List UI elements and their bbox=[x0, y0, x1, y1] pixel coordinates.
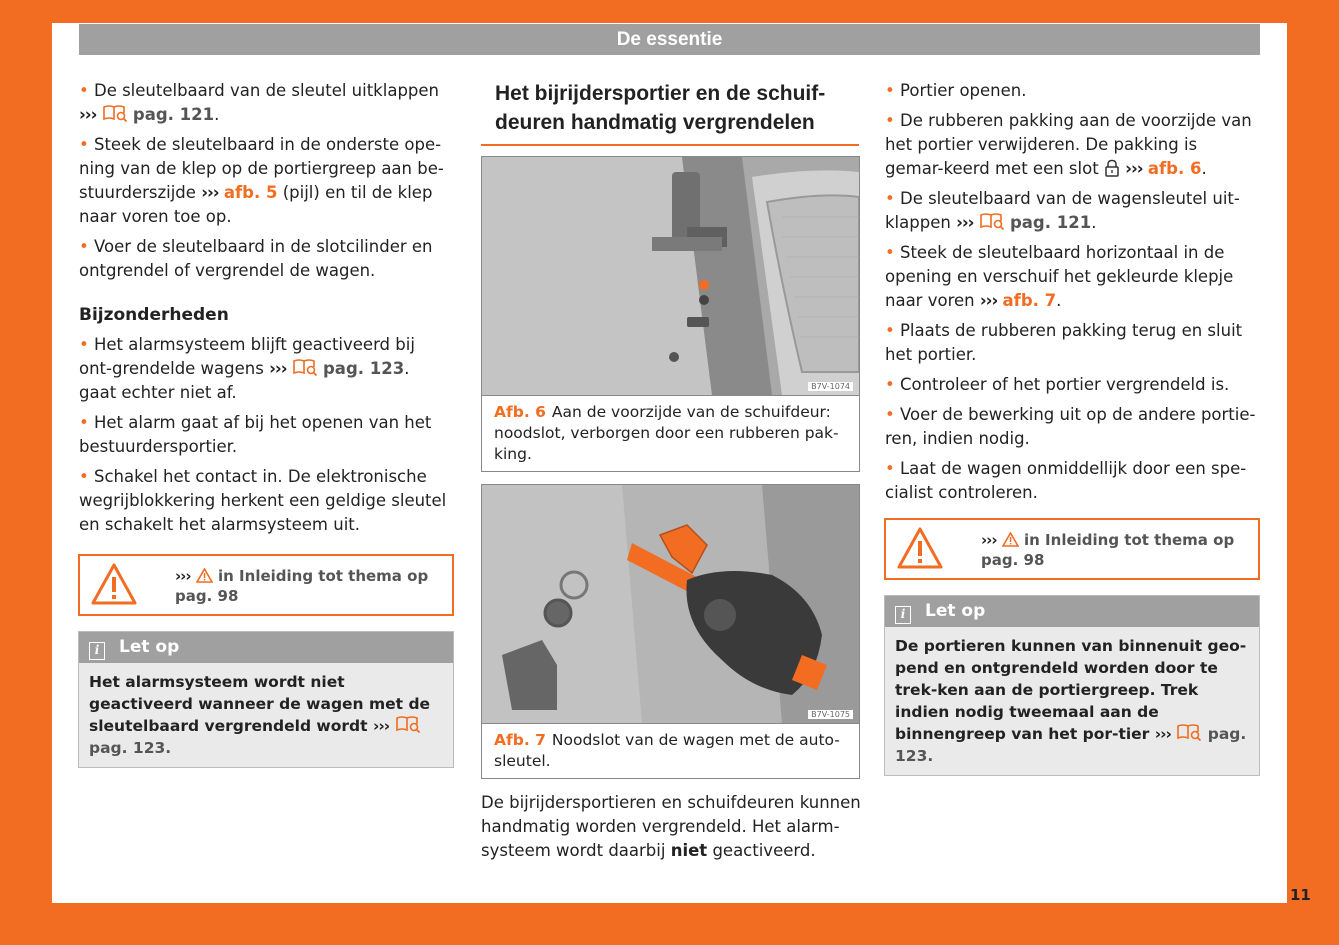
note-title: Let op bbox=[119, 637, 180, 657]
warning-icon bbox=[90, 562, 138, 606]
list-item: • Portier openen. bbox=[885, 81, 1027, 100]
page-link[interactable]: pag. 123. bbox=[89, 739, 172, 757]
list-item: • Het alarmsysteem blijft geactiveerd bij ont-grendelde wagens ››› pag. 123. gaat echter niet af. bbox=[79, 335, 415, 402]
book-search-icon bbox=[979, 212, 1005, 230]
book-search-icon bbox=[292, 358, 318, 376]
figure-code: B7V-1075 bbox=[808, 710, 853, 719]
note-title: Let op bbox=[925, 601, 986, 621]
column-middle-text bbox=[481, 791, 861, 869]
warning-small-icon bbox=[196, 568, 213, 583]
warning-page-link[interactable]: pag. 98 bbox=[175, 587, 239, 605]
column-right bbox=[885, 79, 1259, 511]
figure-caption: Aan de voorzijde van de schuifdeur: noodslot, verborgen door een rubberen pak-king. bbox=[494, 403, 839, 463]
list-item: • De sleutelbaard van de wagensleutel uit-klappen ››› pag. 121. bbox=[885, 189, 1240, 232]
warning-link[interactable]: in Inleiding tot thema op bbox=[218, 567, 429, 585]
book-search-icon bbox=[395, 715, 421, 733]
figure-code: B7V-1074 bbox=[808, 382, 853, 391]
page-number: 11 bbox=[1290, 886, 1311, 904]
figure-link[interactable]: afb. 5 bbox=[223, 183, 278, 202]
figure-7 bbox=[481, 484, 860, 779]
book-search-icon bbox=[1176, 723, 1202, 741]
list-item: • Laat de wagen onmiddellijk door een spe-cialist controleren. bbox=[885, 459, 1247, 502]
page-link[interactable]: pag. 123. bbox=[895, 725, 1247, 765]
figure-6-image bbox=[482, 157, 859, 395]
section-header: De essentie bbox=[79, 24, 1260, 55]
list-item: • Het alarm gaat af bij het openen van het bestuurdersportier. bbox=[79, 413, 432, 456]
book-search-icon bbox=[102, 104, 128, 122]
list-item: • De rubberen pakking aan de voorzijde van het portier verwijderen. De pakking is gemar-keerd met een slot ››› afb. 6. bbox=[885, 111, 1252, 178]
cross-ref-arrows: ››› bbox=[79, 105, 97, 124]
figure-label: Afb. 7 bbox=[494, 731, 546, 749]
key-lock-illustration bbox=[482, 485, 859, 723]
figure-caption: Noodslot van de wagen met de auto-sleutel. bbox=[494, 731, 840, 770]
list-item: • Controleer of het portier vergrendeld is. bbox=[885, 375, 1230, 394]
note-box: i Let op Het alarmsysteem wordt niet geactiveerd wanneer de wagen met de sleutelbaard vergrendeld wordt ››› pag. 123. bbox=[78, 631, 454, 768]
page-link[interactable]: pag. 121 bbox=[1009, 213, 1092, 232]
figure-7-image bbox=[482, 485, 859, 723]
warning-box: ››› in Inleiding tot thema op pag. 98 bbox=[884, 518, 1260, 580]
figure-label: Afb. 6 bbox=[494, 403, 546, 421]
figure-link[interactable]: afb. 7 bbox=[1002, 291, 1057, 310]
list-item: • Plaats de rubberen pakking terug en sluit het portier. bbox=[885, 321, 1243, 364]
door-hinge-illustration bbox=[482, 157, 859, 395]
list-item: • Voer de sleutelbaard in de slotcilinder en ontgrendel of vergrendel de wagen. bbox=[79, 237, 433, 280]
list-item: • Voer de bewerking uit op de andere portie-ren, indien nodig. bbox=[885, 405, 1256, 448]
page-link[interactable]: pag. 123 bbox=[323, 359, 405, 378]
section-heading: Het bijrijdersportier en de schuif-deuren handmatig vergrendelen bbox=[481, 79, 859, 146]
figure-link[interactable]: afb. 6 bbox=[1147, 159, 1202, 178]
warning-page-link[interactable]: pag. 98 bbox=[981, 551, 1045, 569]
page bbox=[52, 23, 1287, 903]
list-item: • Steek de sleutelbaard horizontaal in de opening en verschuif het gekleurde klepje naar voren ››› afb. 7. bbox=[885, 243, 1234, 310]
lock-icon bbox=[1104, 159, 1120, 177]
info-icon: i bbox=[89, 642, 105, 660]
note-box: i Let op De portieren kunnen van binnenuit geo-pend en ontgrendeld worden door te trek-ken aan de portiergreep. Trek indien nodig tweemaal aan de binnengreep van het por-tier ››› pag. 123. bbox=[884, 595, 1260, 776]
warning-link[interactable]: in Inleiding tot thema op bbox=[1024, 531, 1235, 549]
column-left bbox=[79, 79, 449, 543]
warning-box: ››› in Inleiding tot thema op pag. 98 bbox=[78, 554, 454, 616]
warning-small-icon bbox=[1002, 532, 1019, 547]
info-icon: i bbox=[895, 606, 911, 624]
list-item: • De sleutelbaard van de sleutel uitklappen ››› pag. 121. bbox=[79, 81, 439, 124]
warning-icon bbox=[896, 526, 944, 570]
figure-6 bbox=[481, 156, 860, 472]
page-link[interactable]: pag. 121 bbox=[132, 105, 215, 124]
list-item: • Steek de sleutelbaard in de onderste ope-ning van de klep op de portiergreep aan be-stuurderszijde ››› afb. 5 (pijl) en til de klep naar voren toe op. bbox=[79, 135, 444, 226]
subheading: Bijzonderheden bbox=[79, 305, 229, 325]
paragraph: De bijrijdersportieren en schuifdeuren kunnen handmatig worden vergrendeld. Het alarm-systeem wordt daarbij niet geactiveerd. bbox=[481, 793, 861, 860]
list-item: • Schakel het contact in. De elektronische wegrijblokkering herkent een geldige sleutel en schakelt het alarmsysteem uit. bbox=[79, 467, 447, 534]
